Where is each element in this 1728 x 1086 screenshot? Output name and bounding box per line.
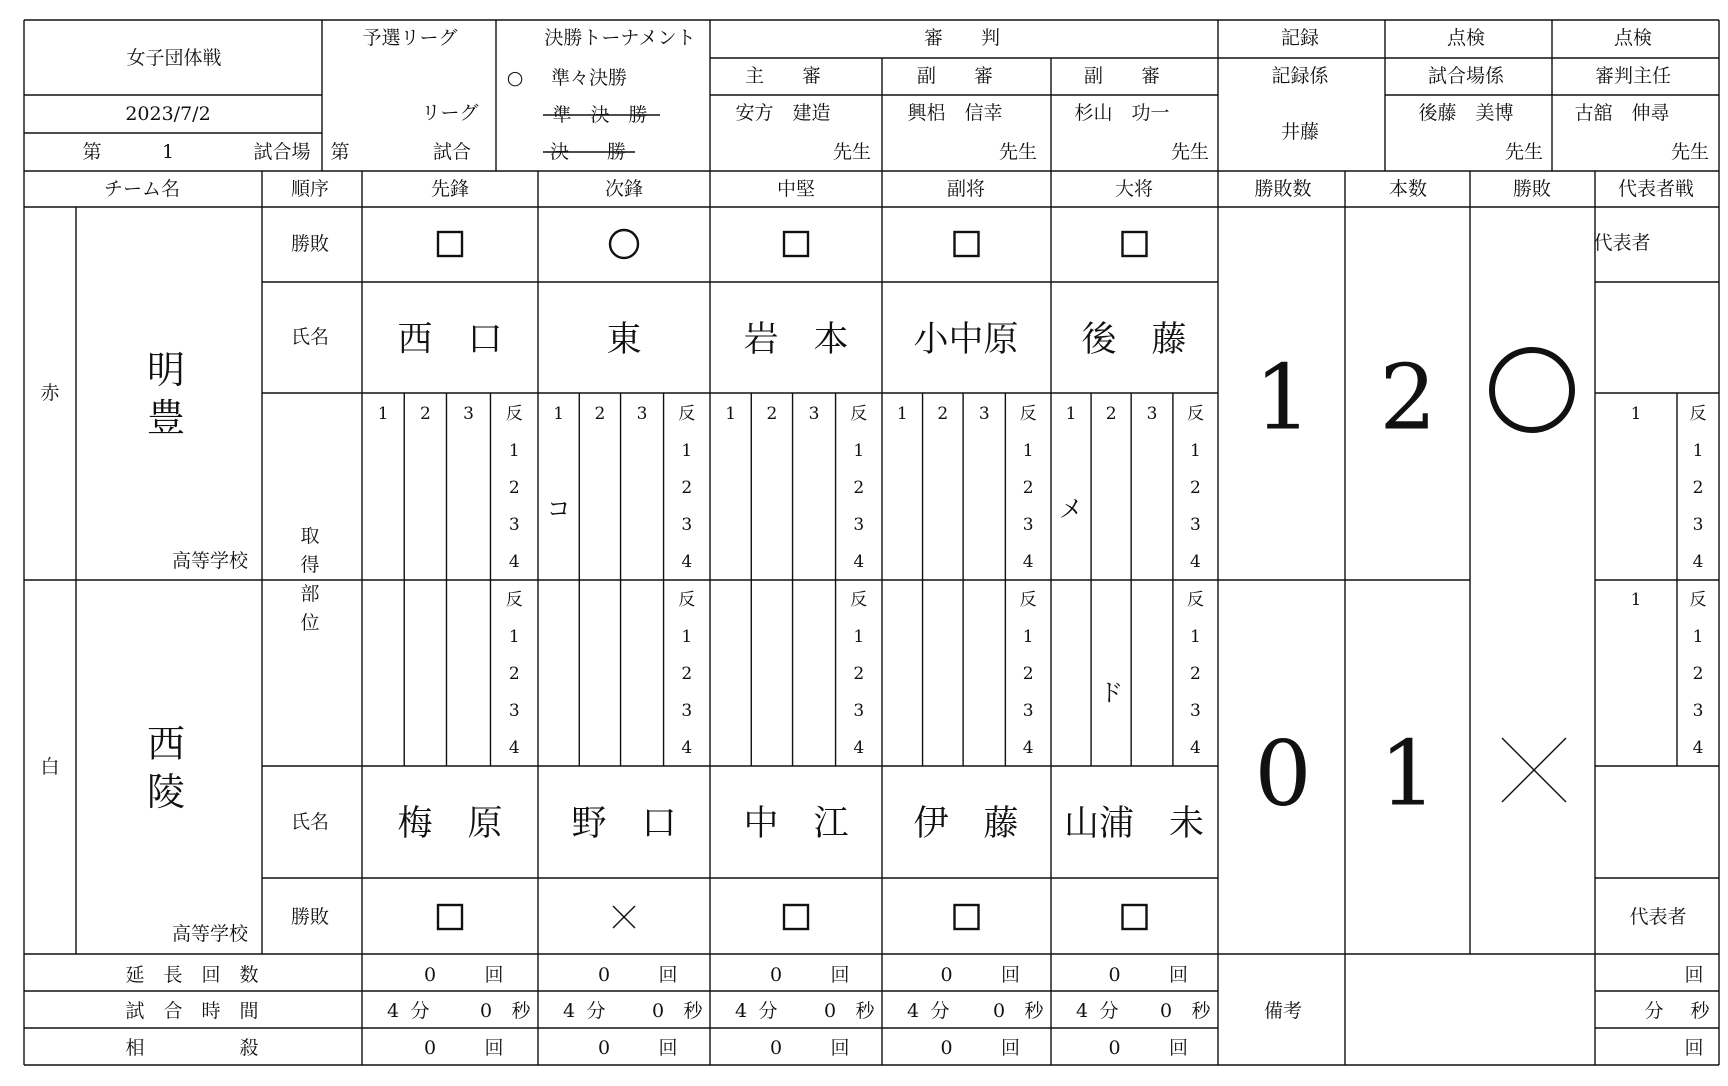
round-selected-marker: ○	[506, 67, 524, 89]
white-player-fukusho: 伊 藤	[913, 804, 1019, 844]
league-title: 予選リーグ	[362, 27, 458, 49]
red-bout-5-score-col-1: 1	[1065, 404, 1077, 424]
red-bout-3-score-col-2: 2	[766, 404, 778, 424]
record-role: 記録係	[1271, 65, 1329, 87]
white-bout-3-hansoku-3: 3	[853, 701, 865, 721]
bout-1-seconds-unit: 秒	[511, 1000, 531, 1022]
white-rep-hansoku-1: 1	[1692, 627, 1704, 647]
white-player-chuken: 中 江	[743, 804, 849, 844]
bout-5-aiuchi-value: 0	[1108, 1037, 1121, 1059]
white-bout-1-result-square	[438, 905, 462, 929]
red-bout-1-result-square	[438, 232, 462, 256]
rep-match-column-header: 代表者戦	[1617, 178, 1695, 200]
match-prefix: 第	[330, 141, 350, 163]
bout-1-extension-value: 0	[423, 964, 437, 986]
white-result-cross-mark	[1502, 738, 1566, 802]
white-bout-5-hansoku-2: 2	[1190, 664, 1201, 684]
white-bout-3-hansoku-4: 4	[853, 738, 865, 758]
round-final: 決 勝	[549, 141, 627, 163]
red-bout-4-hansoku-3: 3	[1022, 515, 1034, 535]
white-team-name-1: 西	[146, 722, 186, 766]
red-bout-4-hansoku-1: 1	[1022, 441, 1034, 461]
red-bout-1-score-col-3: 3	[463, 404, 474, 424]
record-title: 記録	[1280, 27, 1320, 49]
rep-aiuchi-unit: 回	[1684, 1037, 1704, 1059]
white-bout-2-hansoku-header: 反	[678, 590, 696, 610]
red-school-suffix: 高等学校	[171, 550, 249, 572]
white-bout-5-waza: ド	[1099, 679, 1124, 707]
white-bout-2-hansoku-4: 4	[681, 738, 693, 758]
aiuchi-label: 相 殺	[125, 1037, 259, 1059]
red-bout-1-hansoku-3: 3	[508, 515, 520, 535]
bout-1-minutes: 4	[386, 1000, 400, 1022]
round-semifinal: 準 決 勝	[552, 104, 648, 126]
red-points-count: 2	[1379, 345, 1437, 451]
red-bout-3-score-col-4: 反	[850, 404, 868, 424]
bout-4-extension-unit: 回	[1000, 964, 1021, 986]
white-player-jiho: 野 口	[571, 804, 677, 844]
bout-3-minutes-unit: 分	[758, 1000, 778, 1022]
bout-3-extension-value: 0	[769, 964, 783, 986]
bout-3-seconds-unit: 秒	[855, 1000, 875, 1022]
red-result-row-label: 勝敗	[290, 233, 330, 255]
red-bout-3-score-col-1: 1	[725, 404, 737, 424]
red-bout-3-hansoku-1: 1	[853, 441, 865, 461]
red-rep-hansoku-2: 2	[1692, 478, 1704, 498]
red-bout-2-score-col-2: 2	[594, 404, 606, 424]
rep-time-min-unit: 分	[1644, 1000, 1664, 1022]
bout-4-aiuchi-value: 0	[940, 1037, 953, 1059]
bout-5-seconds-unit: 秒	[1191, 1000, 1211, 1022]
check-1-name: 後藤 美博	[1418, 102, 1514, 124]
white-rep-hansoku-3: 3	[1692, 701, 1704, 721]
check-1-role: 試合場係	[1427, 65, 1505, 87]
remarks-label: 備考	[1263, 1000, 1303, 1022]
white-rep-hansoku-header: 反	[1689, 590, 1707, 610]
white-bout-2-hansoku-2: 2	[681, 664, 693, 684]
points-column-header: 本数	[1388, 178, 1428, 200]
bout-2-extension-value: 0	[597, 964, 611, 986]
red-bout-2-hansoku-2: 2	[681, 478, 693, 498]
time-label: 試 合 時 間	[125, 1000, 259, 1022]
white-bout-5-result-square	[1123, 905, 1147, 929]
check-1-sensei: 先生	[1504, 141, 1544, 163]
red-player-jiho: 東	[606, 320, 642, 360]
bout-5-minutes-unit: 分	[1099, 1000, 1119, 1022]
white-bout-4-result-square	[955, 905, 979, 929]
bout-4-extension-value: 0	[940, 964, 953, 986]
bout-5-extension-unit: 回	[1168, 964, 1189, 986]
bout-4-seconds-unit: 秒	[1024, 1000, 1044, 1022]
chief-referee-label: 主 審	[744, 65, 822, 87]
bout-2-minutes: 4	[562, 1000, 576, 1022]
white-bout-3-hansoku-2: 2	[853, 664, 865, 684]
record-name: 井藤	[1280, 121, 1320, 143]
red-bout-5-hansoku-3: 3	[1190, 515, 1201, 535]
white-bout-4-hansoku-header: 反	[1019, 590, 1037, 610]
round-quarterfinal: 準々決勝	[550, 67, 628, 89]
red-bout-1-score-col-1: 1	[377, 404, 389, 424]
white-bout-5-hansoku-3: 3	[1190, 701, 1201, 721]
white-bout-1-hansoku-3: 3	[508, 701, 520, 721]
red-bout-3-hansoku-3: 3	[853, 515, 865, 535]
rep-time-sec-unit: 秒	[1690, 1000, 1710, 1022]
bout-3-aiuchi-unit: 回	[830, 1037, 850, 1059]
sub-referee-2-sensei: 先生	[1170, 141, 1210, 163]
red-player-taisho: 後 藤	[1081, 320, 1187, 360]
chief-referee-name: 安方 建造	[735, 102, 831, 124]
bout-3-aiuchi-value: 0	[769, 1037, 783, 1059]
red-rep-hansoku-header: 反	[1689, 404, 1707, 424]
white-bout-1-hansoku-1: 1	[508, 627, 520, 647]
red-bout-5-score-col-2: 2	[1105, 404, 1117, 424]
points-area-char-4: 位	[300, 612, 320, 634]
red-bout-2-score-col-4: 反	[678, 404, 696, 424]
bout-3-seconds: 0	[823, 1000, 837, 1022]
red-bout-2-score-col-1: 1	[553, 404, 565, 424]
red-bout-1-hansoku-1: 1	[508, 441, 520, 461]
red-bout-3-result-square	[784, 232, 808, 256]
red-bout-5-hansoku-1: 1	[1190, 441, 1201, 461]
white-bout-4-hansoku-1: 1	[1022, 627, 1034, 647]
red-bout-5-score-col-4: 反	[1186, 404, 1204, 424]
red-bout-5-hansoku-2: 2	[1190, 478, 1201, 498]
red-rep-player-label: 代表者	[1593, 232, 1651, 254]
red-bout-4-score-col-2: 2	[937, 404, 949, 424]
grid-lines	[24, 20, 1719, 1065]
position-header-taisho: 大将	[1114, 178, 1154, 200]
red-rep-score-number: 1	[1630, 404, 1642, 424]
red-name-row-label: 氏名	[290, 326, 330, 348]
points-area-char-1: 取	[300, 525, 320, 547]
bout-2-seconds: 0	[651, 1000, 665, 1022]
red-bout-1-hansoku-2: 2	[508, 478, 520, 498]
bout-4-seconds: 0	[992, 1000, 1006, 1022]
red-rep-hansoku-1: 1	[1692, 441, 1704, 461]
red-team-name-2: 豊	[146, 396, 186, 440]
white-bout-1-hansoku-2: 2	[508, 664, 520, 684]
red-bout-5-hansoku-4: 4	[1190, 552, 1201, 572]
bout-1-extension-unit: 回	[484, 964, 504, 986]
white-rep-hansoku-2: 2	[1692, 664, 1704, 684]
wins-column-header: 勝敗数	[1254, 178, 1312, 200]
match-date: 2023/7/2	[125, 103, 211, 125]
position-header-chuken: 中堅	[776, 178, 816, 200]
red-bout-4-score-col-4: 反	[1019, 404, 1037, 424]
sub-referee-2-label: 副 審	[1083, 65, 1161, 87]
points-area-char-2: 得	[300, 554, 320, 576]
bout-1-minutes-unit: 分	[410, 1000, 430, 1022]
white-rep-player-label: 代表者	[1629, 906, 1687, 928]
red-rep-hansoku-4: 4	[1692, 552, 1704, 572]
bout-1-aiuchi-unit: 回	[484, 1037, 504, 1059]
bout-5-aiuchi-unit: 回	[1168, 1037, 1189, 1059]
red-bout-2-hansoku-1: 1	[681, 441, 693, 461]
bout-5-seconds: 0	[1159, 1000, 1173, 1022]
white-rep-hansoku-4: 4	[1692, 738, 1704, 758]
white-player-taisho: 山浦 未	[1063, 804, 1205, 844]
red-team-name-1: 明	[146, 348, 186, 392]
check-2-sensei: 先生	[1670, 141, 1710, 163]
red-bout-1-score-col-4: 反	[505, 404, 523, 424]
red-player-fukusho: 小中原	[913, 320, 1019, 360]
chief-referee-sensei: 先生	[832, 141, 872, 163]
bout-1-aiuchi-value: 0	[423, 1037, 437, 1059]
per-bout-cells	[378, 230, 1707, 1059]
white-school-suffix: 高等学校	[171, 923, 249, 945]
red-bout-4-hansoku-4: 4	[1022, 552, 1034, 572]
white-bout-1-hansoku-header: 反	[505, 590, 523, 610]
check-2-name: 古舘 伸尋	[1574, 102, 1670, 124]
white-bout-4-hansoku-3: 3	[1022, 701, 1034, 721]
red-bout-2-result-circle	[610, 230, 638, 258]
bout-1-seconds: 0	[479, 1000, 493, 1022]
league-label: リーグ	[421, 102, 479, 124]
sub-referee-1-name: 興梠 信幸	[907, 102, 1003, 124]
check-2-role: 審判主任	[1594, 65, 1672, 87]
column-headers	[104, 178, 1694, 200]
red-bout-1-score-col-2: 2	[419, 404, 431, 424]
white-bout-3-hansoku-header: 反	[850, 590, 868, 610]
red-bout-2-hansoku-4: 4	[681, 552, 693, 572]
bout-3-minutes: 4	[734, 1000, 748, 1022]
white-bout-4-hansoku-4: 4	[1022, 738, 1034, 758]
white-side-label: 白	[40, 756, 60, 778]
white-player-senpo: 梅 原	[397, 804, 503, 844]
red-result-circle-mark	[1492, 350, 1572, 430]
red-bout-4-result-square	[955, 232, 979, 256]
white-name-row-label: 氏名	[290, 811, 330, 833]
check-1-title: 点検	[1446, 27, 1486, 49]
bout-2-minutes-unit: 分	[586, 1000, 606, 1022]
white-bout-4-hansoku-2: 2	[1022, 664, 1034, 684]
white-rep-score-number: 1	[1630, 590, 1642, 610]
position-header-fukusho: 副将	[946, 178, 986, 200]
red-bout-2-hansoku-3: 3	[681, 515, 693, 535]
red-bout-1-hansoku-4: 4	[508, 552, 520, 572]
check-2-title: 点検	[1613, 27, 1653, 49]
white-bout-2-hansoku-3: 3	[681, 701, 693, 721]
extension-label: 延 長 回 数	[125, 964, 259, 986]
red-bout-4-score-col-1: 1	[896, 404, 908, 424]
white-bout-5-hansoku-4: 4	[1190, 738, 1201, 758]
venue-suffix: 試合場	[253, 141, 311, 163]
sub-referee-1-label: 副 審	[916, 65, 994, 87]
red-wins-count: 1	[1254, 345, 1312, 451]
bout-2-seconds-unit: 秒	[683, 1000, 703, 1022]
sub-referee-1-sensei: 先生	[998, 141, 1038, 163]
order-column-header: 順序	[290, 178, 330, 200]
red-rep-hansoku-3: 3	[1692, 515, 1704, 535]
red-player-chuken: 岩 本	[743, 320, 849, 360]
bout-3-extension-unit: 回	[830, 964, 850, 986]
bout-5-minutes: 4	[1075, 1000, 1089, 1022]
red-bout-5-result-square	[1123, 232, 1147, 256]
white-bout-1-hansoku-4: 4	[508, 738, 520, 758]
result-column-header: 勝敗	[1512, 178, 1552, 200]
referee-title: 審 判	[923, 27, 1001, 49]
white-wins-count: 0	[1254, 721, 1312, 827]
position-header-senpo: 先鋒	[430, 178, 470, 200]
white-bout-3-result-square	[784, 905, 808, 929]
tournament-title: 決勝トーナメント	[544, 27, 696, 49]
venue-number: 1	[161, 141, 175, 163]
bout-4-minutes: 4	[906, 1000, 920, 1022]
red-side-label: 赤	[40, 382, 60, 404]
event-title: 女子団体戦	[126, 47, 222, 69]
red-bout-4-score-col-3: 3	[978, 404, 990, 424]
white-bout-2-result-cross	[613, 906, 635, 928]
team-column-header: チーム名	[103, 178, 181, 200]
red-bout-3-hansoku-2: 2	[853, 478, 865, 498]
red-bout-3-hansoku-4: 4	[853, 552, 865, 572]
white-result-row-label: 勝敗	[290, 906, 330, 928]
bout-2-extension-unit: 回	[658, 964, 678, 986]
red-bout-5-waza: メ	[1059, 495, 1084, 523]
venue-prefix: 第	[82, 141, 102, 163]
white-bout-5-hansoku-1: 1	[1190, 627, 1201, 647]
bout-4-aiuchi-unit: 回	[1000, 1037, 1021, 1059]
red-player-senpo: 西 口	[397, 320, 503, 360]
white-points-count: 1	[1379, 721, 1437, 827]
match-label: 試合	[432, 141, 472, 163]
red-bout-2-waza: コ	[546, 495, 571, 523]
position-header-jiho: 次鋒	[604, 178, 644, 200]
red-bout-3-score-col-3: 3	[808, 404, 820, 424]
red-bout-2-score-col-3: 3	[636, 404, 648, 424]
rep-extension-unit: 回	[1684, 964, 1704, 986]
sub-referee-2-name: 杉山 功一	[1074, 102, 1170, 124]
red-bout-5-score-col-3: 3	[1146, 404, 1158, 424]
bout-2-aiuchi-unit: 回	[658, 1037, 678, 1059]
red-bout-4-hansoku-2: 2	[1022, 478, 1034, 498]
bout-4-minutes-unit: 分	[930, 1000, 950, 1022]
points-area-char-3: 部	[300, 583, 320, 605]
white-bout-3-hansoku-1: 1	[853, 627, 865, 647]
bout-2-aiuchi-value: 0	[597, 1037, 611, 1059]
white-bout-5-hansoku-header: 反	[1186, 590, 1204, 610]
white-bout-2-hansoku-1: 1	[681, 627, 693, 647]
red-team	[40, 232, 1650, 572]
bout-5-extension-value: 0	[1108, 964, 1121, 986]
white-team-name-2: 陵	[146, 770, 186, 814]
